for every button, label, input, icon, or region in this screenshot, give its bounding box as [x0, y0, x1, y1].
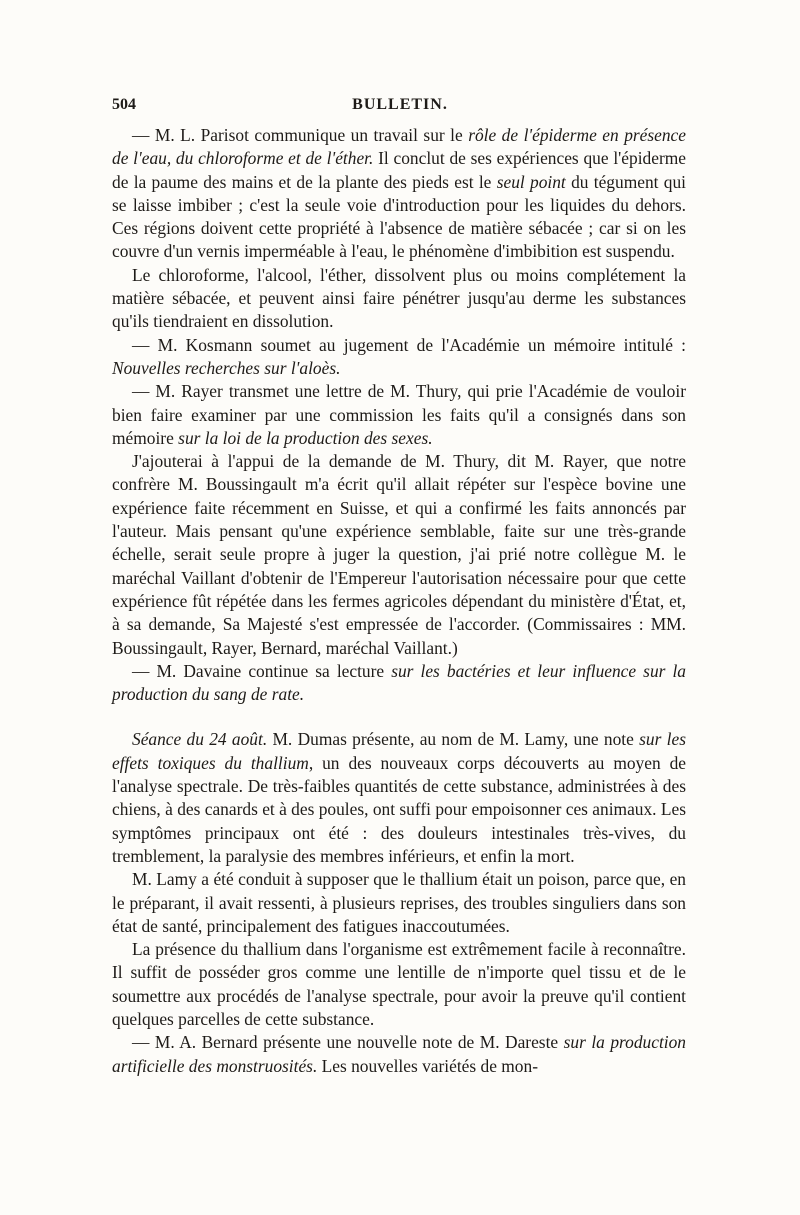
paragraph-parisot: — M. L. Parisot communique un travail sur le rôle de l'épiderme en présence de l'eau, du chloroforme et de l'éther. Il conclut de ses expériences que l'épiderme de la paume des mains et de la plante des pieds est le seul point du tégument qui se laisse imbiber ; c'est la seule voie d'introduction pour les liquides du dehors. Ces régions doivent cette propriété à l'absence de matière sébacée ; car si on les couvre d'un vernis imperméable à l'eau, le phénomène d'imbibition est suspendu.	[112, 125, 686, 262]
page-header	[112, 96, 688, 118]
paragraph-lamy: M. Lamy a été conduit à supposer que le thallium était un poison, parce que, en le préparant, il avait ressenti, à plusieurs reprises, des troubles singuliers dans son état de santé, principalement des fatigues inaccoutumées.	[112, 869, 686, 936]
paragraph-kosmann: — M. Kosmann soumet au jugement de l'Académie un mémoire intitulé : Nouvelles recherches sur l'aloès.	[112, 334, 686, 378]
paragraph-thallium: La présence du thallium dans l'organisme est extrêmement facile à reconnaître. Il suffit de posséder gros comme une lentille de n'importe quel tissu et de le soumettre aux procédés de l'analyse spectrale, pour avoir la preuve qu'il contient quelques parcelles de cette substance.	[112, 939, 686, 1029]
paragraph-seance-24-aout: Séance du 24 août. M. Dumas présente, au nom de M. Lamy, une note sur les effets toxiques du thallium, un des nouveaux corps découverts au moyen de l'analyse spectrale. De très-faibles quantités de cette substance, administrées à des chiens, à des canards et à des poules, ont suffi pour empoisonner ces animaux. Les symptômes principaux ont été : des douleurs intestinales très-vives, du tremblement, la paralysie des membres inférieurs, et enfin la mort.	[112, 729, 687, 866]
paragraph-bernard: — M. A. Bernard présente une nouvelle note de M. Dareste sur la production artificielle des monstruosités. Les nouvelles variétés de mon-	[112, 1032, 686, 1076]
page-number: 504	[112, 96, 136, 113]
paragraph-rayer: — M. Rayer transmet une lettre de M. Thury, qui prie l'Académie de vouloir bien faire examiner par une commission les faits qu'il a consignés dans son mémoire sur la loi de la production des sexes.	[112, 381, 686, 448]
page-body	[112, 124, 686, 1078]
paragraph-rayer-letter: J'ajouterai à l'appui de la demande de M. Thury, dit M. Rayer, que notre confrère M. Boussingault m'a écrit qu'il allait répéter sur l'espèce bovine une expérience faite récemment en Suisse, et qui a confirmé les faits annoncés par l'auteur. Mais pensant qu'une expérience semblable, faite sur une très-grande échelle, serait seule propre à juger la question, j'ai prié notre collègue M. le maréchal Vaillant d'obtenir de l'Empereur l'autorisation nécessaire pour que cette expérience fût répétée dans les fermes agricoles dépendant du ministère d'État, et, à sa demande, Sa Majesté s'est empressée de l'accorder. (Commissaires : MM. Boussingault, Rayer, Bernard, maréchal Vaillant.)	[112, 451, 686, 658]
running-title: BULLETIN.	[352, 96, 448, 113]
section-gap	[112, 706, 686, 728]
paragraph-davaine: — M. Davaine continue sa lecture sur les bactéries et leur influence sur la production du sang de rate.	[112, 660, 686, 705]
paragraph-chloroforme: Le chloroforme, l'alcool, l'éther, dissolvent plus ou moins complétement la matière sébacée, et peuvent ainsi faire pénétrer jusqu'au derme les substances qu'ils tiendraient en dissolution.	[112, 264, 686, 332]
